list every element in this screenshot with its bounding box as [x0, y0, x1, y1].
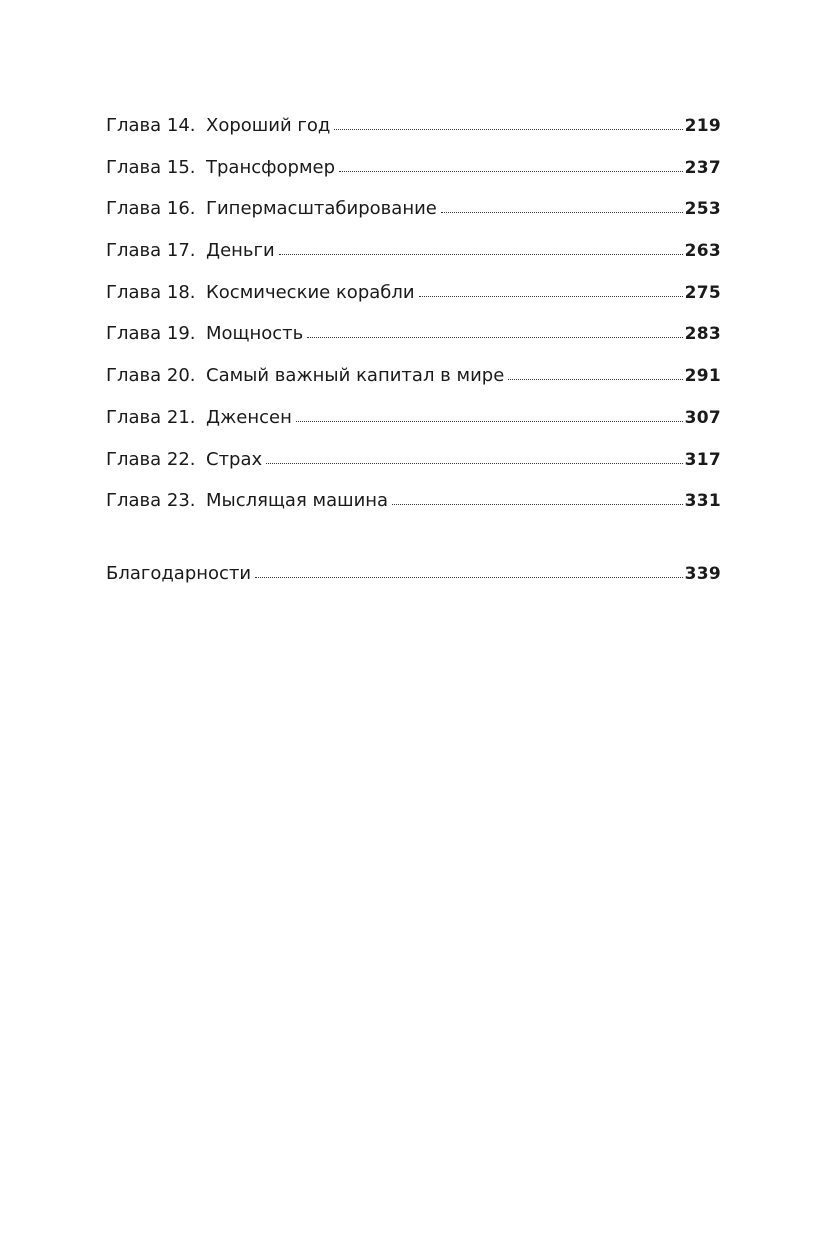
page-number: 283	[684, 324, 721, 345]
page-number: 291	[684, 366, 721, 387]
chapter-title: Страх	[206, 448, 263, 470]
chapter-title: Мыслящая машина	[206, 490, 389, 512]
toc-entry-chapter-17[interactable]	[106, 239, 721, 281]
chapter-number: Глава 16.	[106, 198, 196, 220]
toc-entry-chapter-22[interactable]	[106, 448, 721, 490]
page-number: 253	[684, 199, 721, 220]
section-title: Благодарности	[106, 562, 252, 584]
page-number: 317	[684, 449, 721, 470]
dot-leader	[339, 171, 683, 172]
page-number: 237	[684, 157, 721, 178]
chapter-title: Самый важный капитал в мире	[206, 365, 505, 387]
toc-entry-chapter-18[interactable]	[106, 281, 721, 323]
dot-leader	[419, 296, 683, 297]
chapter-title: Космические корабли	[206, 281, 415, 303]
chapter-title: Трансформер	[206, 156, 336, 178]
page-number: 307	[684, 407, 721, 428]
chapter-number: Глава 19.	[106, 323, 196, 345]
chapter-title: Дженсен	[206, 406, 292, 428]
dot-leader	[279, 254, 683, 255]
dot-leader	[296, 421, 683, 422]
chapter-title: Хороший год	[206, 115, 331, 136]
toc-entry-chapter-20[interactable]	[106, 364, 721, 406]
dot-leader	[307, 337, 682, 338]
page-number: 331	[684, 491, 721, 512]
toc-entry-chapter-23[interactable]	[106, 489, 721, 531]
page-number: 263	[684, 241, 721, 262]
toc-entry-chapter-16[interactable]	[106, 197, 721, 239]
chapter-number: Глава 17.	[106, 240, 196, 262]
toc-entry-chapter-14[interactable]	[106, 114, 721, 156]
chapter-number: Глава 23.	[106, 490, 196, 512]
page-number: 275	[684, 282, 721, 303]
dot-leader	[255, 577, 682, 578]
chapter-title: Мощность	[206, 323, 304, 345]
chapter-number: Глава 22.	[106, 448, 196, 470]
toc-entry-chapter-15[interactable]	[106, 156, 721, 198]
chapter-number: Глава 20.	[106, 365, 196, 387]
chapter-number: Глава 21.	[106, 406, 196, 428]
dot-leader	[334, 129, 682, 130]
dot-leader	[441, 212, 683, 213]
chapter-title: Гипермасштабирование	[206, 198, 437, 220]
toc-entry-chapter-19[interactable]	[106, 322, 721, 364]
toc-entry-chapter-21[interactable]	[106, 406, 721, 448]
chapter-number: Глава 18.	[106, 281, 196, 303]
chapter-number: Глава 15.	[106, 156, 196, 178]
dot-leader	[392, 504, 683, 505]
table-of-contents	[106, 114, 721, 604]
chapter-title: Деньги	[206, 240, 275, 262]
dot-leader	[266, 463, 682, 464]
page-number: 339	[684, 563, 721, 584]
page-number: 219	[684, 116, 721, 136]
toc-entry-acknowledgements[interactable]	[106, 562, 721, 604]
chapter-number: Глава 14.	[106, 115, 196, 136]
dot-leader	[508, 379, 682, 380]
